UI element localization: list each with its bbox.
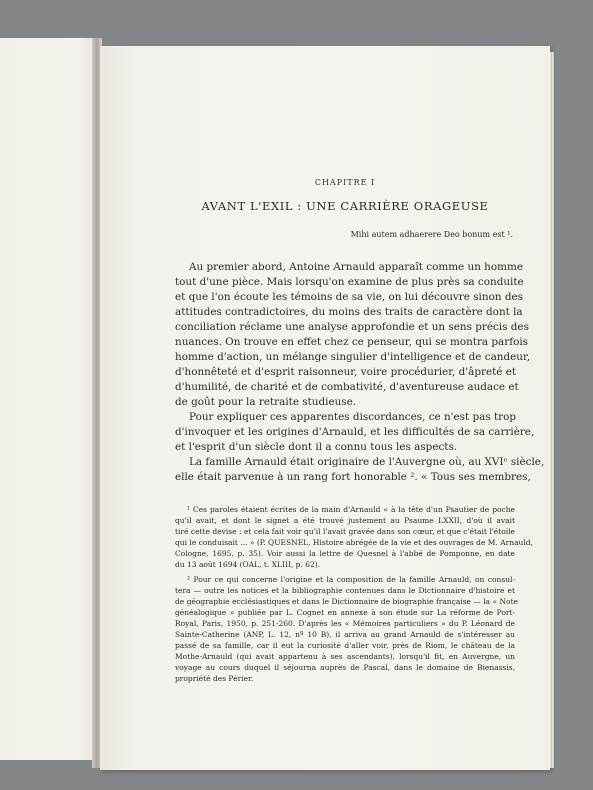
epigraph: Mihi autem adhaerere Deo bonum est ¹. <box>350 230 513 239</box>
footnote-line: qu'il avait, et dont le signet a été trouvé justement au Psaume LXXII, d'où il avait <box>175 516 515 525</box>
footnote-line: ² Pour ce qui concerne l'origine et la composition de la famille Arnauld, on consul- <box>187 575 515 584</box>
left-page <box>0 38 100 760</box>
body-line: homme d'action, un mélange singulier d'intelligence et de candeur, <box>175 351 531 363</box>
body-line: nuances. On trouve en effet chez ce penseur, qui se montra parfois <box>175 336 528 348</box>
chapter-title: AVANT L'EXIL : UNE CARRIÈRE ORAGEUSE <box>201 199 489 213</box>
footnote-line: Royal, Paris, 1950, p. 251-260. D'après les « Mémoires particuliers » du P. Léonard de <box>175 619 515 628</box>
body-line: Pour expliquer ces apparentes discordances, ce n'est pas trop <box>189 411 517 423</box>
footnote-line: tiré cette devise : et cela fait voir qu'il l'avait gravée dans son cœur, et que c'était l'étoile <box>175 527 515 536</box>
footnote-line: ¹ Ces paroles étaient écrites de la main d'Arnauld « à la tête d'un Psautier de poche <box>187 505 515 514</box>
footnote-line: Cologne, 1695, p. 35). Voir aussi la lettre de Quesnel à l'abbé de Pomponne, en date <box>175 549 515 558</box>
body-line: et que l'on écoute les témoins de sa vie, on lui découvre sinon des <box>175 291 523 303</box>
body-line: conciliation réclame une analyse approfondie et un sens précis des <box>175 321 529 333</box>
footnote-line: Sainte-Catherine (ANP, L. 12, nº 10 B), il arriva au grand Arnauld de s'intéresser au <box>175 630 515 639</box>
body-line: Au premier abord, Antoine Arnauld apparaît comme un homme <box>189 261 523 273</box>
body-line: tout d'une pièce. Mais lorsqu'on examine de plus près sa conduite <box>175 276 524 288</box>
footnote-line: voyage au cours duquel il séjourna auprès de Pascal, dans le domaine de Bienassis, <box>175 663 515 672</box>
body-line: elle était parvenue à un rang fort honorable ². « Tous ses membres, <box>175 471 531 483</box>
footnote-line: du 13 août 1694 (OAL, t. XLIII, p. 62). <box>175 560 321 569</box>
footnote-line: Mothe-Arnauld (qui avait appartenu à ses ascendants), lorsqu'il fit, en Auvergne, un <box>175 652 515 661</box>
footnote-line: passé de sa famille, car il eut la curiosité d'aller voir, près de Riom, le château de la <box>175 641 515 650</box>
body-line: d'invoquer et les origines d'Arnauld, et les difficultés de sa carrière, <box>175 426 535 438</box>
body-line: La famille Arnauld était originaire de l'Auvergne où, au XVIᵉ siècle, <box>189 456 545 468</box>
footnote-line: généalogique » publiée par L. Cognet en annexe à son étude sur La réforme de Port- <box>175 608 515 617</box>
page-edges <box>550 52 554 768</box>
body-line: attitudes contradictoires, du moins des traits de caractère dont la <box>175 306 523 318</box>
footnote-line: tera — outre les notices et la bibliographie contenues dans le Dictionnaire d'histoire et <box>175 586 515 595</box>
body-line: d'humilité, de charité et de combativité, d'aventureuse audace et <box>175 381 519 393</box>
chapter-heading: CHAPITRE I <box>314 178 376 187</box>
footnote-line: qui le conduisait ... » (P. QUESNEL, Histoire abrégée de la vie et des ouvrages de M. Arnauld, <box>175 538 533 547</box>
footnote-line: de géographie ecclésiastiques et dans le Dictionnaire de biographie française — la « Note <box>175 597 519 606</box>
body-line: de goût pour la retraite studieuse. <box>175 396 357 408</box>
footnote-line: propriété des Périer. <box>175 674 254 683</box>
body-line: d'honnêteté et d'esprit raisonneur, voire procédurier, d'âpreté et <box>175 366 517 378</box>
body-line: et l'esprit d'un siècle dont il a connu tous les aspects. <box>175 441 458 453</box>
